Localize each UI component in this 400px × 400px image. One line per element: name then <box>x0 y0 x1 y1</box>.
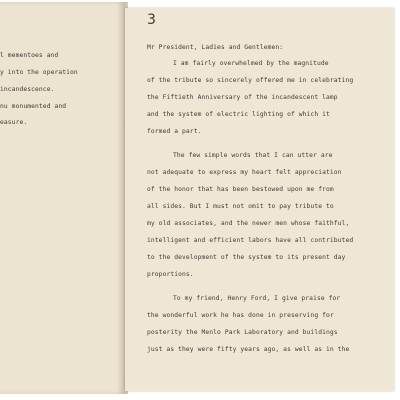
paragraph-line: of the honor that has been bestowed upon me from <box>147 186 334 193</box>
left-page-line: l mementoes and <box>0 52 59 59</box>
paragraph-line: my old associates, and the newer men whose faithful, <box>147 220 350 227</box>
paragraph-line: not adequate to express my heart felt appreciation <box>147 169 342 176</box>
paragraph-line: the wonderful work he has done in preserving for <box>147 312 334 319</box>
paragraph-line: just as they were fifty years ago, as well as in the <box>147 346 350 353</box>
page-number: 3 <box>147 12 156 28</box>
left-page-line: easure. <box>0 119 28 126</box>
left-page-line: y into the operation <box>0 69 78 76</box>
paragraph-line: to the development of the system to its present day <box>147 254 346 261</box>
paragraph-line: formed a part. <box>147 128 202 135</box>
paragraph-line: posterity the Menlo Park Laboratory and buildings <box>147 329 338 336</box>
paragraph-line: of the tribute so sincerely offered me in celebrating <box>147 77 354 84</box>
paragraph-line: To my friend, Henry Ford, I give praise for <box>173 295 341 302</box>
left-page <box>0 2 128 394</box>
paragraph-line: all sides. But I must not omit to pay tribute to <box>147 203 334 210</box>
left-page-line: incandescence. <box>0 86 55 93</box>
paragraph-line: proportions. <box>147 271 194 278</box>
paragraph-line: The few simple words that I can utter are <box>173 152 333 159</box>
paragraph-line: intelligent and efficient labors have all contributed <box>147 237 354 244</box>
paragraph-line: and the system of electric lighting of which it <box>147 111 330 118</box>
salutation: Mr President, Ladies and Gentlemen: <box>147 44 284 51</box>
left-page-line: nu monumented and <box>0 103 67 110</box>
paragraph-line: I am fairly overwhelmed by the magnitude <box>173 60 329 67</box>
paragraph-line: the Fiftieth Anniversary of the incandescent lamp <box>147 94 338 101</box>
